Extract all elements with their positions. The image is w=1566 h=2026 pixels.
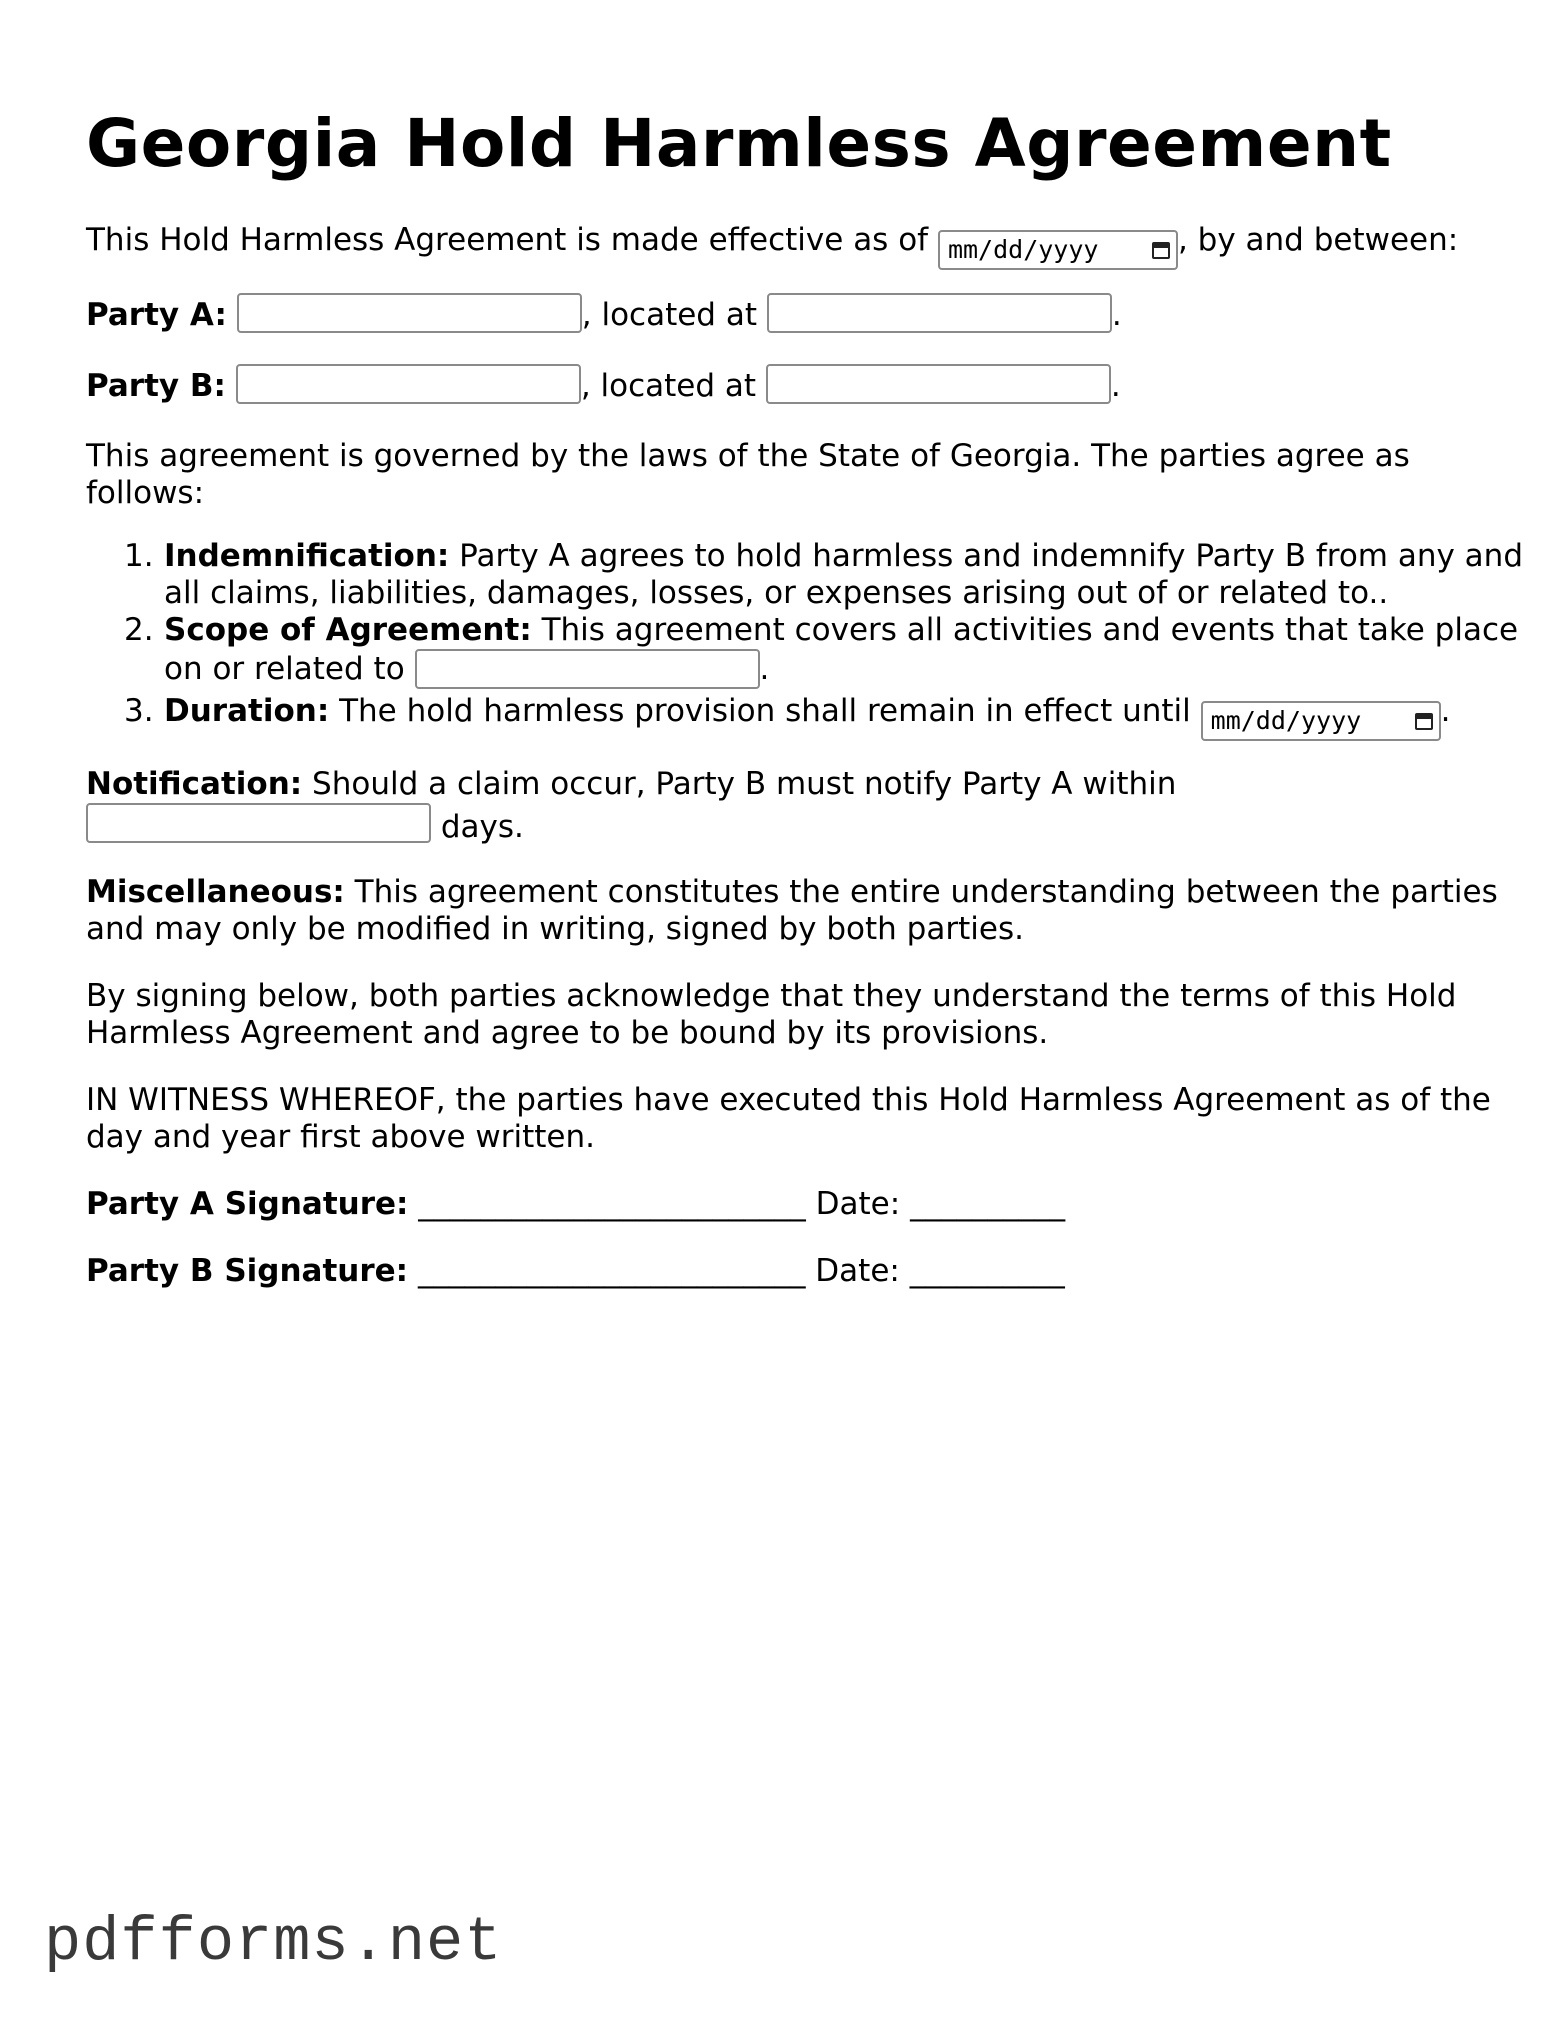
term-text: The hold harmless provision shall remain in effect until	[329, 693, 1191, 729]
term-number: 1.	[124, 538, 154, 574]
sig-a-blank: _________________________	[418, 1186, 806, 1222]
notification-paragraph	[86, 766, 1286, 846]
party-b-label: Party B:	[86, 368, 226, 404]
party-a-signature-line	[86, 1186, 1065, 1223]
party-b-address-input[interactable]	[766, 364, 1111, 404]
term-duration	[124, 693, 1534, 741]
date-label: Date:	[815, 1253, 900, 1289]
term-heading: Scope of Agreement:	[164, 612, 532, 648]
date-a-blank: __________	[910, 1186, 1066, 1222]
term-text: Party A agrees to hold harmless and indemnify Party B from any and all claims, liabilities, damages, losses, or expenses arising out of or related to..	[164, 538, 1524, 611]
sig-b-label: Party B Signature:	[86, 1253, 409, 1289]
period-text: .	[759, 651, 770, 687]
duration-date-input[interactable]	[1201, 701, 1441, 741]
misc-heading: Miscellaneous:	[86, 874, 345, 910]
terms-list	[86, 538, 1534, 741]
notification-text: Should a claim occur, Party B must notify Party A within	[302, 766, 1177, 802]
term-number: 3.	[124, 693, 154, 729]
party-b-name-input[interactable]	[236, 364, 581, 404]
page-title: Georgia Hold Harmless Agreement	[86, 105, 1392, 182]
period-text: .	[1111, 297, 1122, 333]
party-b-line	[86, 364, 1121, 405]
miscellaneous-paragraph	[86, 874, 1506, 948]
notification-suffix: days.	[431, 809, 524, 845]
intro-text: This Hold Harmless Agreement is made effective as of	[86, 222, 929, 258]
scope-input[interactable]	[415, 649, 760, 689]
period-text: .	[1440, 693, 1451, 729]
calendar-icon[interactable]	[1415, 713, 1433, 730]
date-b-blank: __________	[909, 1253, 1065, 1289]
term-scope	[124, 612, 1534, 689]
term-number: 2.	[124, 612, 154, 648]
effective-date-placeholder: mm/dd/yyyy	[947, 235, 1099, 264]
term-text: This agreement covers all activities and events that take place on or related to	[164, 612, 1519, 687]
misc-text: This agreement constitutes the entire understanding between the parties and may only be modified in writing, signed by both parties.	[86, 874, 1498, 947]
party-b-signature-line	[86, 1253, 1065, 1290]
intro-line	[86, 222, 1458, 270]
date-label: Date:	[815, 1186, 901, 1222]
sig-a-label: Party A Signature:	[86, 1186, 409, 1222]
pdfforms-logo: pdfforms.net	[44, 1907, 503, 1978]
party-a-name-input[interactable]	[237, 293, 582, 333]
term-heading: Indemnification:	[164, 538, 450, 574]
notification-days-input[interactable]	[86, 803, 431, 843]
notification-heading: Notification:	[86, 766, 303, 802]
witness-paragraph: IN WITNESS WHEREOF, the parties have executed this Hold Harmless Agreement as of the day and year first above written.	[86, 1082, 1491, 1155]
located-at-text: , located at	[580, 368, 757, 404]
sig-b-blank: _________________________	[417, 1253, 806, 1289]
located-at-text: , located at	[581, 297, 757, 333]
calendar-icon[interactable]	[1152, 242, 1170, 259]
party-a-label: Party A:	[86, 297, 227, 333]
term-heading: Duration:	[164, 693, 330, 729]
governing-law-paragraph: This agreement is governed by the laws of the State of Georgia. The parties agree as follows:	[86, 438, 1410, 511]
effective-date-input[interactable]	[938, 230, 1178, 270]
intro-suffix: , by and between:	[1177, 222, 1459, 258]
party-a-line	[86, 293, 1122, 334]
acknowledge-paragraph: By signing below, both parties acknowledge that they understand the terms of this Hold Harmless Agreement and agree to be bound by its provisions.	[86, 978, 1457, 1051]
term-indemnification	[124, 538, 1534, 612]
period-text: .	[1110, 368, 1121, 404]
party-a-address-input[interactable]	[767, 293, 1112, 333]
duration-date-placeholder: mm/dd/yyyy	[1210, 706, 1362, 735]
